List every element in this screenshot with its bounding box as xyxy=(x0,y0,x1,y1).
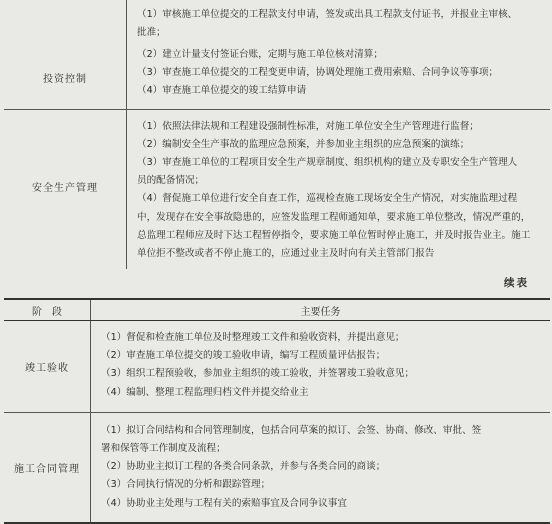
task-line: 批准； xyxy=(137,27,166,39)
stage-cell: 竣工验收 xyxy=(4,321,91,413)
table-row xyxy=(4,412,550,523)
task-line: （3）审查施工单位提交的工程变更申请，协调处理施工费用索赔、合同争议等事项； xyxy=(137,67,499,79)
tasks-cell xyxy=(127,109,551,269)
header-stage: 阶 段 xyxy=(4,299,91,321)
table-row xyxy=(4,321,550,413)
task-line: （2）审查施工单位提交的竣工验收申请，编写工程质量评估报告； xyxy=(101,350,386,362)
tasks-cell xyxy=(127,46,551,109)
task-line: （3）审查施工单位的工程项目安全生产规章制度、组织机构的建立及专职安全生产管理人 xyxy=(137,157,518,169)
table-row xyxy=(4,109,550,269)
stage-cell xyxy=(4,0,127,46)
task-line: （4）督促施工单位进行安全自查工作，巡视检查施工现场安全生产情况，对实施监理过程 xyxy=(137,193,518,205)
task-line: （1）拟订合同结构和合同管理制度，包括合同草案的拟订、会签、协商、修改、审批、签 xyxy=(101,424,482,436)
header-tasks: 主要任务 xyxy=(91,299,551,321)
task-line: 中，发现存在安全事故隐患的，应签发监理工程师通知单，要求施工单位整改，情况严重的， xyxy=(137,211,531,223)
stage-cell: 投资控制 xyxy=(4,46,127,109)
task-line: （2）协助业主拟订工程的各类合同条款，并参与各类合同的商谈； xyxy=(101,461,386,473)
task-line: （4）审查施工单位提交的竣工结算申请 xyxy=(137,85,307,97)
task-line: （3）合同执行情况的分析和跟踪管理； xyxy=(101,479,271,491)
task-line: 总监理工程师应及时下达工程暂停指令，要求施工单位暂时停止施工，并及时报告业主。施工 xyxy=(137,229,531,241)
tasks-cell xyxy=(91,412,551,523)
task-line: （1）审核施工单位提交的工程款支付申请，签发或出具工程款支付证书，并报业主审核、 xyxy=(137,9,518,20)
continued-label: 续表 xyxy=(504,277,529,289)
task-line: （4）协助业主处理与工程有关的索赔事宜及合同争议事宜 xyxy=(101,497,347,509)
task-line: （1）依照法律法规和工程建设强制性标准，对施工单位安全生产管理进行监督； xyxy=(137,120,479,132)
task-line: （3）组织工程预验收，参加业主组织的竣工验收，并签署竣工验收意见； xyxy=(101,368,415,380)
task-line: 员的配备情况； xyxy=(137,175,205,187)
table-row xyxy=(4,46,550,109)
task-line: （2）建立计量支付签证台账，定期与施工单位核对清算； xyxy=(137,49,383,60)
stage-cell: 安全生产管理 xyxy=(4,109,127,269)
task-line: （4）编制、整理工程监理归档文件并提交给业主 xyxy=(101,386,309,398)
task-table-top xyxy=(4,0,550,269)
task-line: 署和保管等工作制度及流程； xyxy=(101,443,226,455)
table-row xyxy=(4,0,550,46)
table-header-row xyxy=(4,299,550,321)
task-line: 单位拒不整改或者不停止施工的，应通过业主及时向有关主管部门报告 xyxy=(137,248,435,260)
tasks-cell xyxy=(91,321,551,413)
task-line: （2）编制安全生产事故的监理应急预案，并参加业主组织的应急预案的演练； xyxy=(137,138,470,150)
task-line: （1）督促和检查施工单位及时整理竣工文件和验收资料，并提出意见； xyxy=(101,332,405,343)
stage-cell: 施工合同管理 xyxy=(4,412,91,523)
tasks-cell xyxy=(127,0,551,46)
task-table-continued xyxy=(4,298,550,524)
